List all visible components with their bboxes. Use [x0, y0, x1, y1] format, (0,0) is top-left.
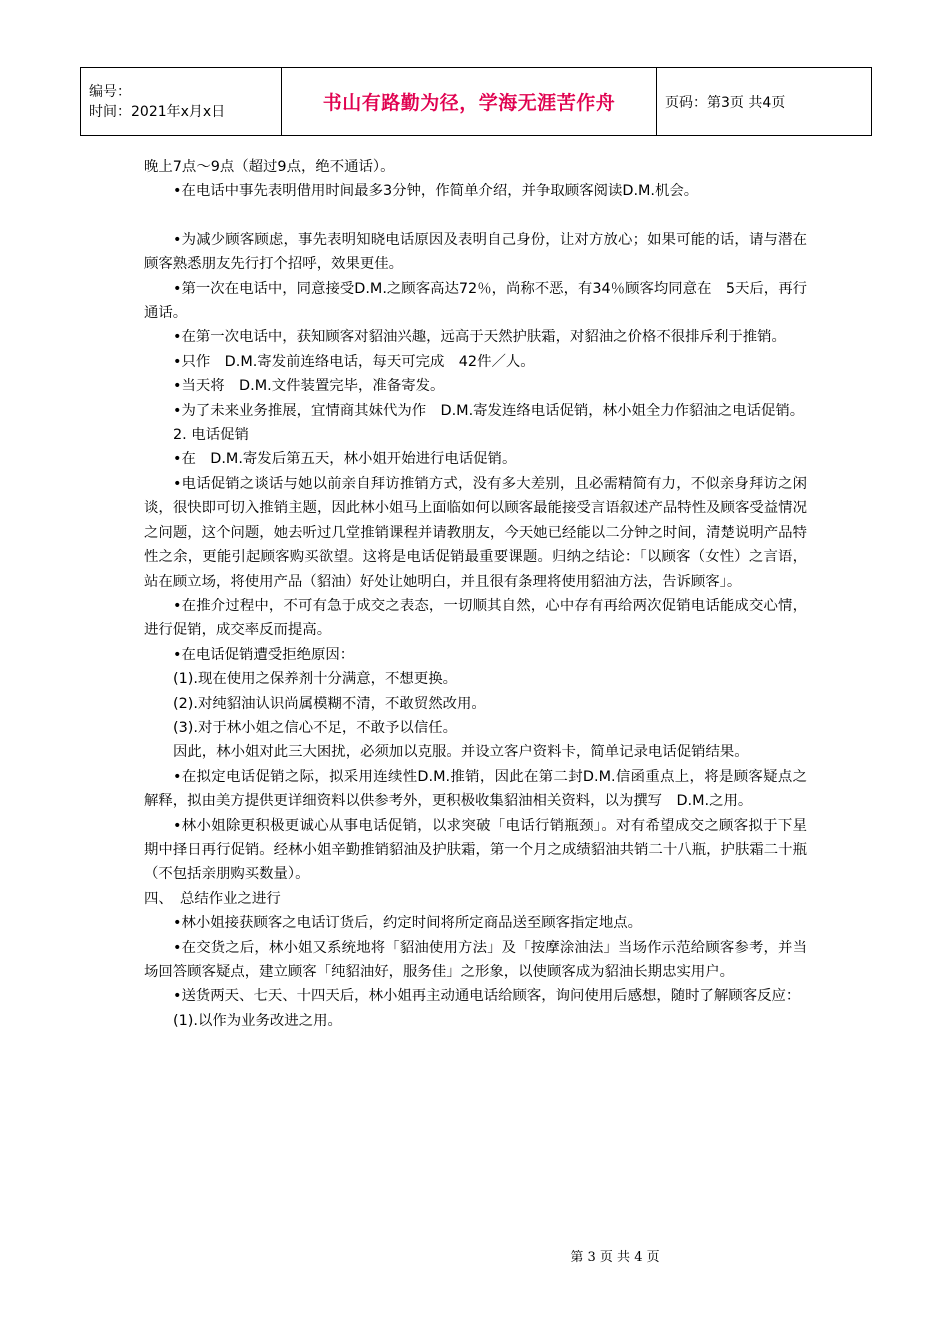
body-paragraph: •为了未来业务推展，宜情商其妹代为作 D.M.寄发连络电话促销，林小姐全力作貂油之电话促销。 — [173, 402, 805, 419]
body-paragraph: •只作 D.M.寄发前连络电话，每天可完成 42件／人。 — [173, 353, 535, 370]
body-paragraph: •在第一次电话中，获知顾客对貂油兴趣，远高于天然护肤霜，对貂油之价格不很排斥利于推销。 — [173, 329, 786, 346]
body-paragraph: •为减少顾客顾虑，事先表明知晓电话原因及表明自己身份，让对方放心；如果可能的话，请与潜在顾客熟悉朋友先行打个招呼，效果更佳。 — [144, 231, 807, 273]
header-page-info: 页码：第3页 共4页 — [665, 94, 786, 111]
document-body — [144, 155, 807, 1033]
body-paragraph: •在拟定电话促销之际，拟采用连续性D.M.推销，因此在第二封D.M.信函重点上，将是顾客疑点之解释，拟由美方提供更详细资料以供参考外，更积极收集貂油相关资料，以为撰写 D.M.之用。 — [144, 768, 807, 810]
body-paragraph: •第一次在电话中，同意接受D.M.之顾客高达72％，尚称不恶，有34％顾客均同意在 5天后，再行通话。 — [144, 280, 807, 322]
body-paragraph: •在交货之后，林小姐又系统地将「貂油使用方法」及「按摩涂油法」当场作示范给顾客参考，并当场回答顾客疑点，建立顾客「纯貂油好，服务佳」之形象，以使顾客成为貂油长期忠实用户。 — [144, 939, 807, 980]
body-paragraph: •电话促销之谈话与她以前亲自拜访推销方式，没有多大差别，且必需精简有力，不似亲身拜访之闲谈，很快即可切入推销主题，因此林小姐马上面临如何以顾客最能接受言语叙述产品特性及顾客受益情况之问题，这个问题，她去听过几堂推销课程并请教朋友，今天她已经能以二分钟之时间，清楚说明产品特性之余，更能引起顾客购买欲望。这将是电话促销最重要课题。归纳之结论：「以顾客（女性）之言语，站在顾立场，将使用产品（貂油）好处让她明白，并且很有条理将使用貂油方法，告诉顾客」。 — [144, 475, 807, 590]
body-paragraph: 晚上7点～9点（超过9点，绝不通话）。 — [144, 159, 395, 175]
body-paragraph: •送货两天、七天、十四天后，林小姐再主动通电话给顾客，询问使用后感想，随时了解顾客反应： — [173, 988, 801, 1005]
body-paragraph: •在电话促销遭受拒绝原因： — [173, 646, 355, 663]
body-paragraph: •在 D.M.寄发后第五天，林小姐开始进行电话促销。 — [173, 451, 517, 468]
list-item: (1).现在使用之保养剂十分满意，不想更换。 — [173, 671, 457, 688]
body-paragraph: •在推介过程中，不可有急于成交之表态，一切顺其自然，心中存有再给两次促销电话能成交心情，进行促销，成交率反而提高。 — [144, 597, 807, 639]
body-paragraph: •在电话中事先表明借用时间最多3分钟，作简单介绍，并争取顾客阅读D.M.机会。 — [173, 183, 699, 200]
document-header — [80, 67, 872, 136]
document-time-label: 时间：2021年x月x日 — [89, 103, 226, 120]
header-meta-cell — [81, 68, 282, 136]
header-page-cell — [657, 68, 872, 136]
header-motto-cell — [282, 68, 657, 136]
document-number-label: 编号： — [89, 83, 131, 100]
header-motto: 书山有路勤为径，学海无涯苦作舟 — [322, 92, 616, 114]
list-item: (3).对于林小姐之信心不足，不敢予以信任。 — [173, 719, 457, 736]
body-paragraph: •林小姐除更积极更诚心从事电话促销，以求突破「电话行销瓶颈」。对有希望成交之顾客拟于下星期中择日再行促销。经林小姐辛勤推销貂油及护肤霜，第一个月之成绩貂油共销二十八瓶，护肤霜二十瓶（不包括亲朋购买数量）。 — [144, 817, 807, 883]
body-paragraph: 因此，林小姐对此三大困扰，必须加以克服。并设立客户资料卡，简单记录电话促销结果。 — [173, 744, 749, 761]
section-heading: 四、 总结作业之进行 — [144, 890, 281, 907]
list-item: (1).以作为业务改进之用。 — [173, 1012, 342, 1029]
body-paragraph: •林小姐接获顾客之电话订货后，约定时间将所定商品送至顾客指定地点。 — [173, 915, 642, 932]
list-item: (2).对纯貂油认识尚属模糊不清，不敢贸然改用。 — [173, 695, 486, 712]
body-paragraph: •当天将 D.M.文件装置完毕，准备寄发。 — [173, 378, 445, 395]
section-heading: 2. 电话促销 — [173, 427, 249, 444]
page-footer: 第 3 页 共 4 页 — [570, 1250, 660, 1265]
